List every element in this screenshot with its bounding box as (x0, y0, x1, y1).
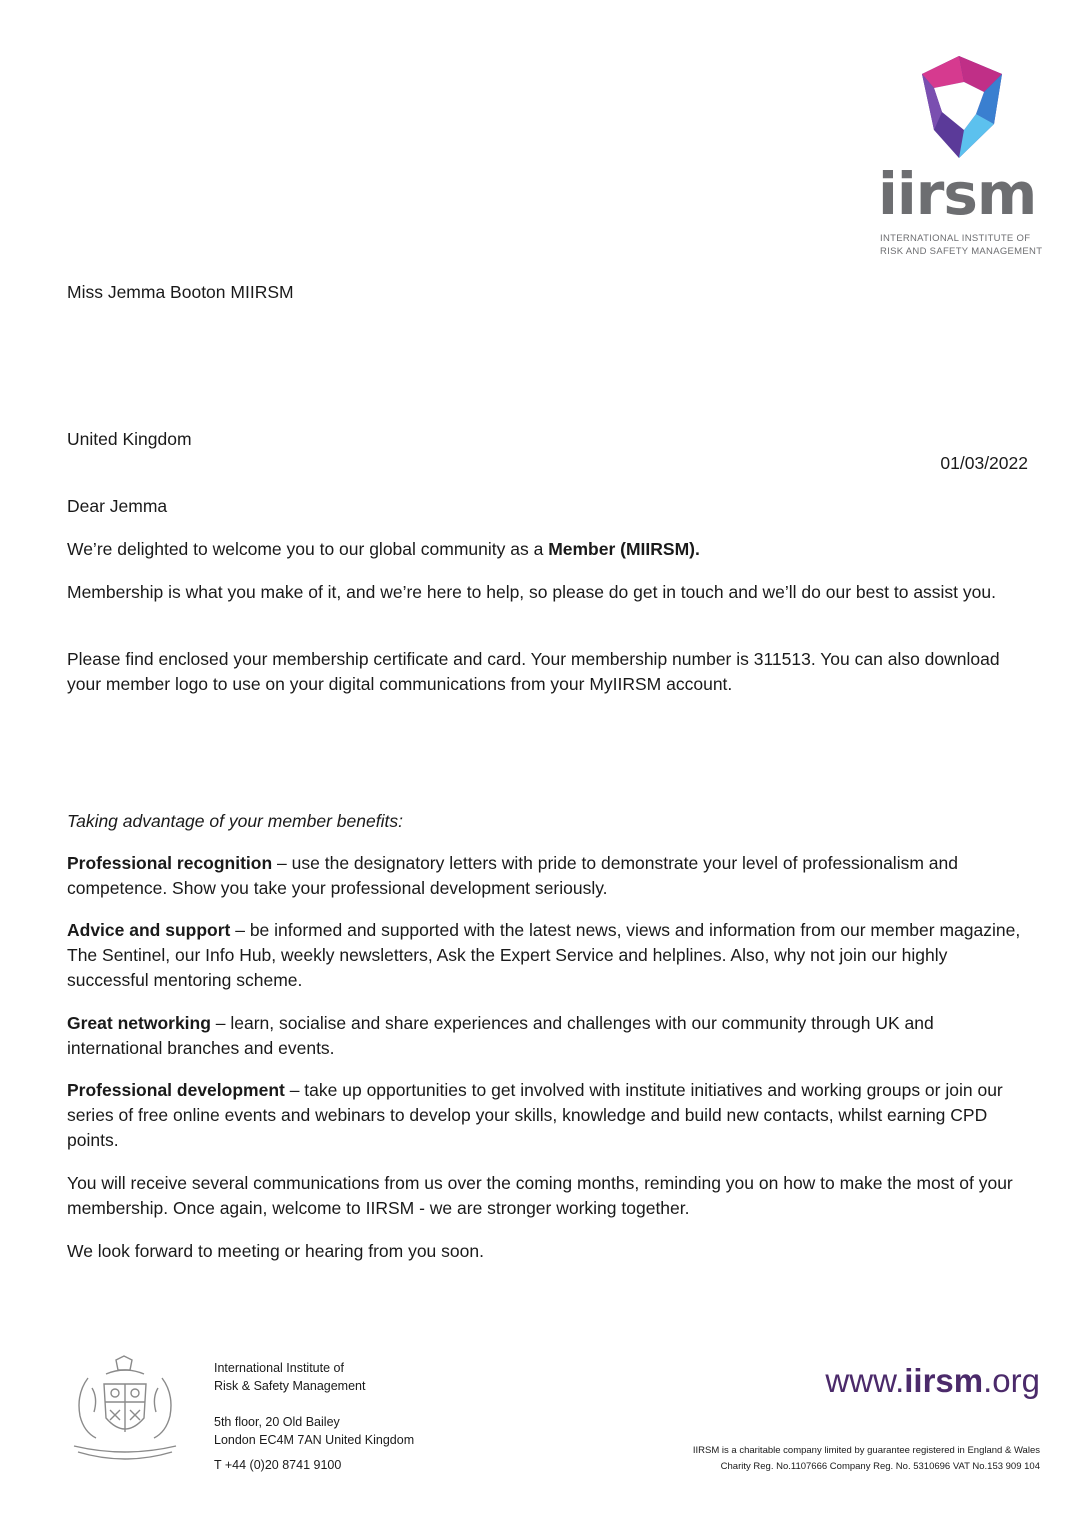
communications-paragraph: You will receive several communications from us over the coming months, reminding you on how to make the most of your membership. Once again, welcome to IIRSM - we are stronger working together. (67, 1173, 1013, 1218)
footer-org-line1: International Institute of (214, 1361, 344, 1375)
benefit-title: Great networking (67, 1013, 211, 1033)
benefit-text: – be informed and supported with the latest news, views and information from our member magazine, The Sentinel, our Info Hub, weekly newsletters, Ask the Expert Service and helplines. Also, why not join our highly successful mentoring scheme. (67, 920, 1021, 990)
letter-date: 01/03/2022 (940, 453, 1028, 473)
footer-address-line1: 5th floor, 20 Old Bailey (214, 1415, 340, 1429)
footer-phone: T +44 (0)20 8741 9100 (214, 1458, 342, 1472)
logo-wordmark: iirsm (878, 160, 1037, 228)
benefit-item (67, 1078, 1027, 1153)
intro-text: We’re delighted to welcome you to our global community as a (67, 539, 549, 559)
iirsm-logo (876, 52, 1046, 262)
logo-tagline-line1: INTERNATIONAL INSTITUTE OF (880, 233, 1031, 244)
footer-legal-line2: Charity Reg. No.1107666 Company Reg. No. 5310696 VAT No.153 909 104 (720, 1461, 1040, 1472)
web-domain: iirsm (904, 1362, 984, 1399)
shield-logo-icon (914, 52, 1004, 162)
salutation: Dear Jemma (67, 496, 168, 516)
recipient-name: Miss Jemma Booton MIIRSM (67, 282, 294, 302)
footer-website-link[interactable] (825, 1362, 1040, 1400)
membership-grade: Member (MIIRSM). (548, 539, 700, 559)
footer-address-line2: London EC4M 7AN United Kingdom (214, 1433, 415, 1447)
intro-paragraph (67, 537, 1027, 562)
benefit-title: Advice and support (67, 920, 231, 940)
enclosed-paragraph: Please find enclosed your membership certificate and card. Your membership number is 311513. You can also download your member logo to use on your digital communications from your MyIIRSM account. (67, 649, 1000, 694)
help-paragraph: Membership is what you make of it, and we’re here to help, so please do get in touch and we’ll do our best to assist you. (67, 582, 996, 602)
benefit-text: – take up opportunities to get involved with institute initiatives and working groups or join our series of free online events and webinars to develop your skills, knowledge and build new contacts, whilst earning CPD points. (67, 1080, 1003, 1150)
benefit-title: Professional recognition (67, 853, 273, 873)
benefit-title: Professional development (67, 1080, 285, 1100)
closing-paragraph: We look forward to meeting or hearing from you soon. (67, 1241, 484, 1261)
benefits-heading: Taking advantage of your member benefits: (67, 811, 403, 831)
benefit-text: – learn, socialise and share experiences and challenges with our community through UK and international branches and events. (67, 1013, 934, 1058)
web-prefix: www. (825, 1362, 905, 1399)
footer-legal-line1: IIRSM is a charitable company limited by guarantee registered in England & Wales (692, 1445, 1040, 1456)
benefit-item (67, 851, 1027, 901)
recipient-country: United Kingdom (67, 429, 192, 449)
logo-tagline-line2: RISK AND SAFETY MANAGEMENT (880, 246, 1043, 257)
benefit-item (67, 918, 1027, 993)
benefit-item (67, 1011, 1027, 1061)
coat-of-arms-icon (66, 1354, 184, 1466)
footer-org-line2: Risk & Safety Management (214, 1379, 366, 1393)
web-suffix: .org (983, 1362, 1040, 1399)
benefit-text: – use the designatory letters with pride to demonstrate your level of professionalism and competence. Show you take your professional development seriously. (67, 853, 958, 898)
